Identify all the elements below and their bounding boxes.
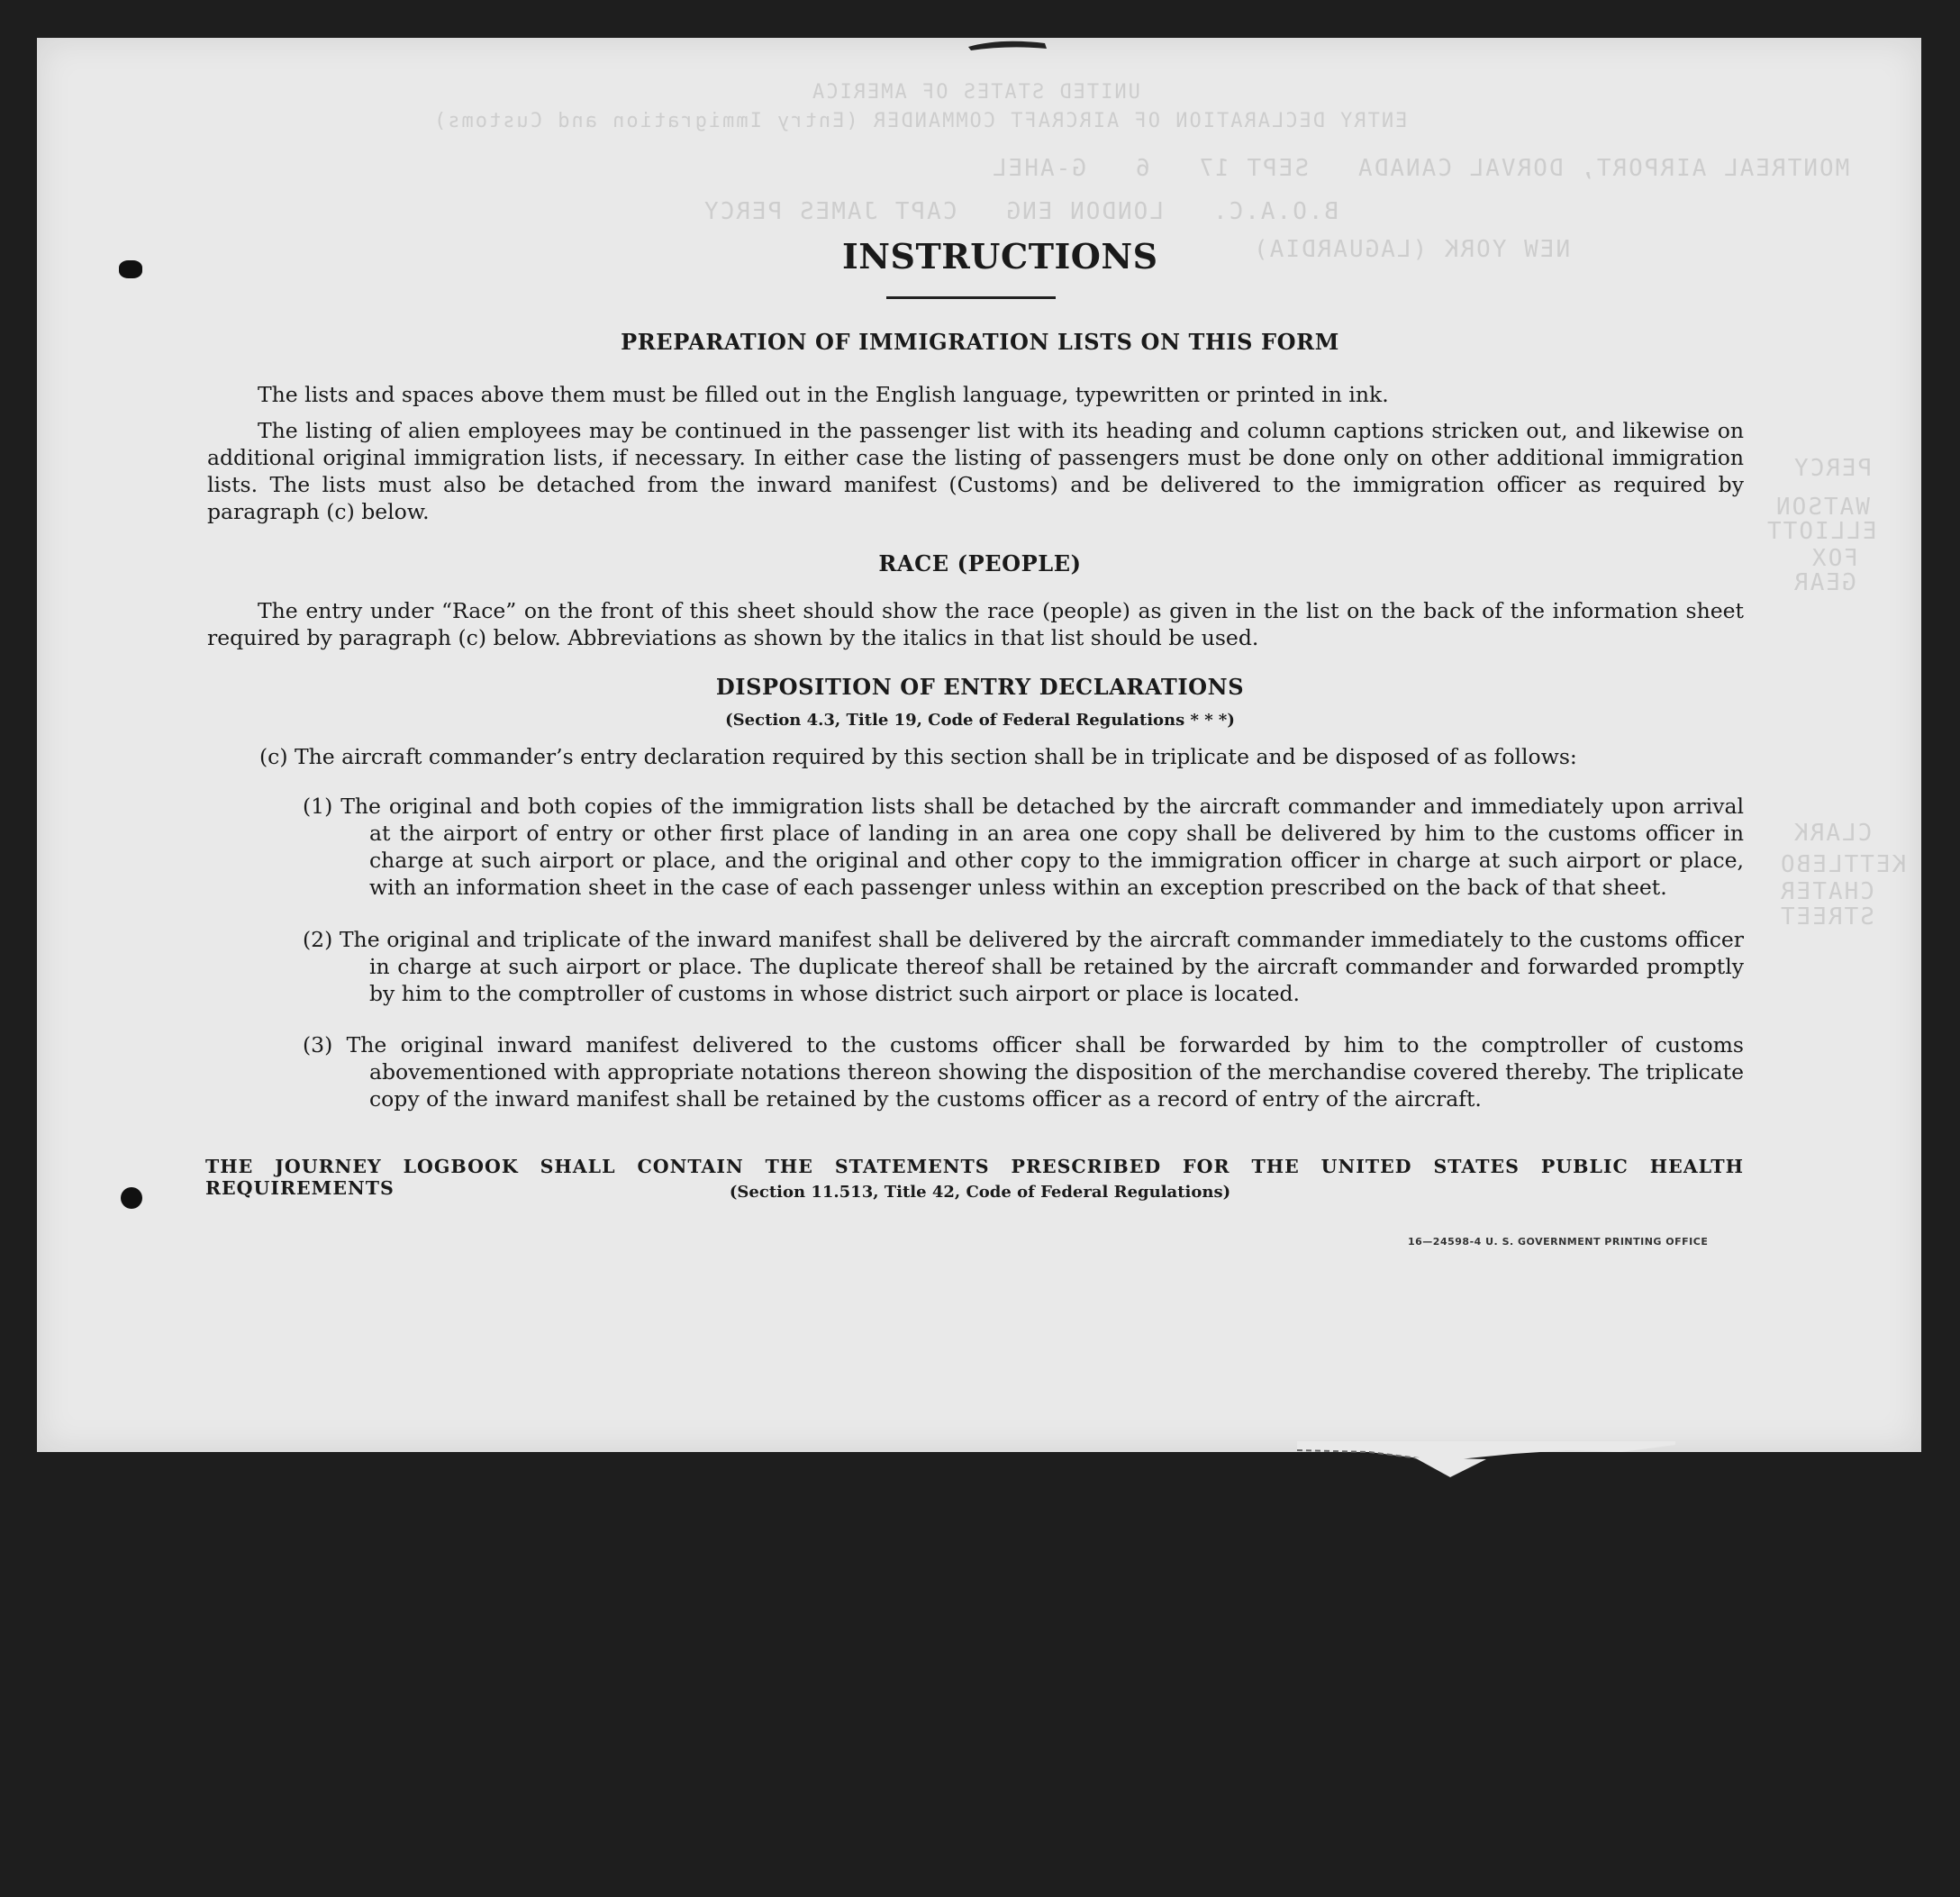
- footer-reference: (Section 11.513, Title 42, Code of Federal Regulations): [729, 1183, 1231, 1202]
- bleed-line: B.O.A.C. LONDON ENG CAPT JAMES PERCY: [703, 198, 1339, 225]
- print-code: 16—24598-4 U. S. GOVERNMENT PRINTING OFFICE: [1408, 1236, 1709, 1248]
- title-underline: [886, 296, 1056, 299]
- section-heading-race: RACE (PEOPLE): [878, 550, 1082, 576]
- bleed-line: MONTREAL AIRPORT, DORVAL CANADA SEPT 17 6 G-AHEL: [991, 155, 1850, 182]
- paragraph-alien-employees: The listing of alien employees may be continued in the passenger list with its heading and column captions stricken out, and likewise on additional original immigration lists, if necessary. In either case the listing of passengers must be done only on other additional immigration lists. The lists must also be detached from the inward manifest (Customs) and be delivered to the immigration officer as required by paragraph (c) below.: [207, 418, 1744, 524]
- disposition-reference: (Section 4.3, Title 19, Code of Federal Regulations * * *): [725, 711, 1235, 730]
- paragraph-entry-declaration: (c) The aircraft commander’s entry declaration required by this section shall be in triplicate and be disposed of as follows:: [259, 744, 1577, 769]
- section-heading-preparation: PREPARATION OF IMMIGRATION LISTS ON THIS FORM: [621, 329, 1339, 355]
- bleed-line: GEAR: [1792, 569, 1856, 596]
- bleed-line: PERCY: [1792, 455, 1873, 482]
- footer-statement: THE JOURNEY LOGBOOK SHALL CONTAIN THE STATEMENTS PRESCRIBED FOR THE UNITED STATES PUBLIC HEALTH REQUIREMENTS: [205, 1156, 1744, 1199]
- page-title: INSTRUCTIONS: [842, 236, 1158, 277]
- bleed-line: ENTRY DECLARATION OF AIRCRAFT COMMANDER (Entry Immigration and Customs): [432, 110, 1408, 132]
- bleed-line: NEW YORK (LAGUARDIA): [1252, 236, 1571, 263]
- list-item: (1) The original and both copies of the immigration lists shall be detached by the aircraft commander and immediately upon arrival at the airport of entry or other first place of landing in an area one copy shall be delivered by him to the customs officer in charge at such airport or place, and the original and other copy to the immigration officer in charge at such airport or place, with an information sheet in the case of each passenger unless within an exception prescribed on the back of that sheet.: [303, 794, 1744, 900]
- bleed-line: ELLIOTT: [1765, 518, 1877, 545]
- list-item: (3) The original inward manifest delivered to the customs officer shall be forwarded by him to the comptroller of customs abovementioned with appropriate notations thereon showing the disposition of the merchandise covered thereby. The triplicate copy of the inward manifest shall be retained by the customs officer as a record of entry of the aircraft.: [303, 1032, 1744, 1112]
- paragraph-race: The entry under “Race” on the front of this sheet should show the race (people) as given in the list on the back of the information sheet required by paragraph (c) below. Abbreviations as shown by the italics in that list should be used.: [207, 598, 1744, 650]
- bleed-line: WATSON: [1774, 494, 1870, 521]
- bleed-line: KETTLEBO: [1779, 851, 1907, 878]
- section-heading-disposition: DISPOSITION OF ENTRY DECLARATIONS: [715, 674, 1245, 700]
- bleed-line: CHATER: [1779, 878, 1874, 905]
- bleed-line: UNITED STATES OF AMERICA: [811, 81, 1140, 104]
- bleed-line: STREET: [1779, 903, 1874, 930]
- bleed-line: CLARK: [1792, 820, 1873, 847]
- list-item: (2) The original and triplicate of the inward manifest shall be delivered by the aircraft commander immediately to the customs officer in charge at such airport or place. The duplicate thereof shall be retained by the aircraft commander and forwarded promptly by him to the comptroller of customs in whose district such airport or place is located.: [303, 927, 1744, 1006]
- paragraph-language: The lists and spaces above them must be filled out in the English language, typewritten or printed in ink.: [258, 382, 1389, 407]
- torn-edge: [1297, 1441, 1675, 1513]
- bleed-line: FOX: [1810, 545, 1858, 572]
